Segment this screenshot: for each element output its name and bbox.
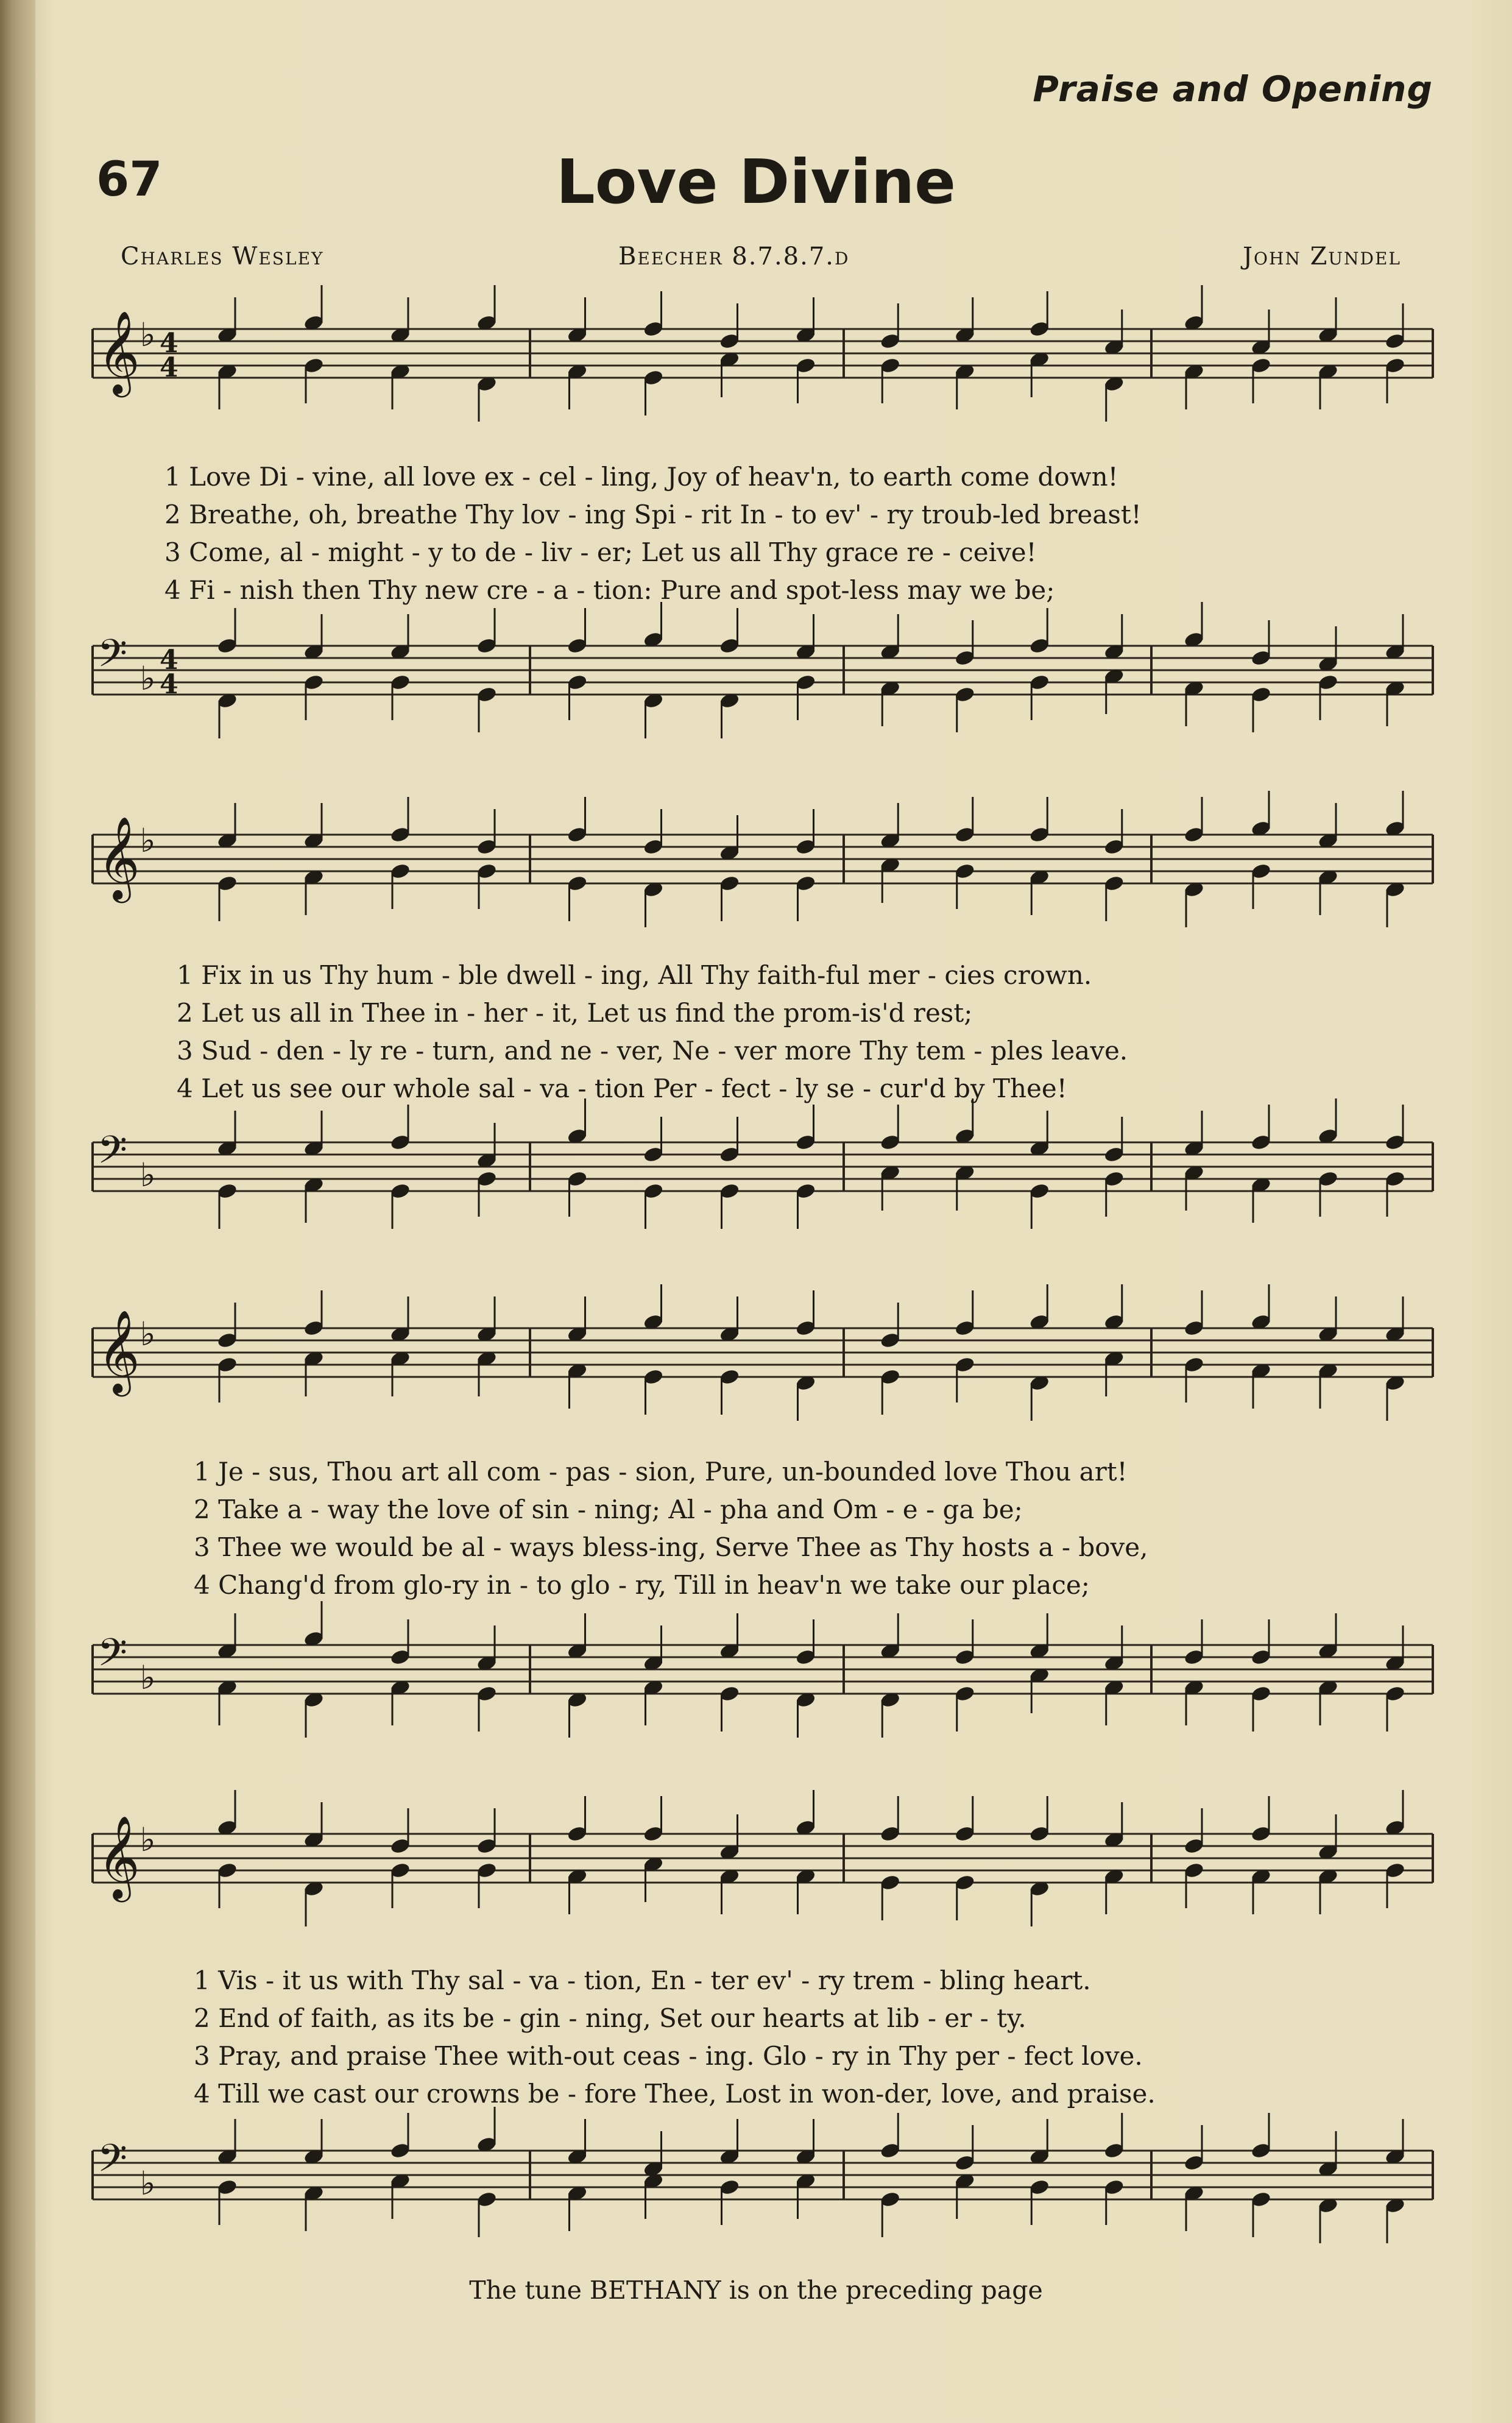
flat-icon: ♭ (140, 316, 156, 354)
bass-staff (93, 1601, 1433, 1738)
lyric-line: 4 Till we cast our crowns be - fore Thee, Lost in won-der, love, and praise. (194, 2079, 1156, 2109)
flat-icon: ♭ (140, 821, 156, 860)
bass-clef-icon: 𝄢 (97, 1630, 127, 1684)
lyrics-system-3 (194, 1453, 1148, 1604)
treble-staff (93, 1790, 1433, 1926)
lyrics-system-2 (177, 957, 1128, 1108)
lyric-line: 1 Je - sus, Thou art all com - pas - sion, Pure, un-bounded love Thou art! (194, 1457, 1128, 1487)
composer-credit: John Zundel (1243, 242, 1401, 271)
lyric-line: 3 Sud - den - ly re - turn, and ne - ver, Ne - ver more Thy tem - ples leave. (177, 1036, 1128, 1066)
lyric-line: 3 Pray, and praise Thee with-out ceas - ing. Glo - ry in Thy per - fect love. (194, 2041, 1143, 2071)
lyric-line: 1 Vis - it us with Thy sal - va - tion, En - ter ev' - ry trem - bling heart. (194, 1965, 1091, 1995)
lyric-line: 2 Breathe, oh, breathe Thy lov - ing Spi - rit In - to ev' - ry troub-led breast! (164, 500, 1142, 529)
flat-icon: ♭ (140, 1156, 156, 1194)
lyric-line: 2 Let us all in Thee in - her - it, Let us find the prom-is'd rest; (177, 998, 973, 1028)
bass-clef-icon: 𝄢 (97, 1127, 127, 1181)
lyric-line: 4 Let us see our whole sal - va - tion Per - fect - ly se - cur'd by Thee! (177, 1074, 1067, 1103)
treble-clef-icon: 𝄞 (97, 815, 140, 899)
lyric-line: 1 Fix in us Thy hum - ble dwell - ing, All Thy faith-ful mer - cies crown. (177, 960, 1092, 990)
bass-staff (93, 1098, 1433, 1229)
hymn-number: 67 (96, 152, 163, 207)
time-signature: 4 (160, 669, 178, 700)
treble-clef-icon: 𝄞 (97, 1309, 140, 1393)
lyrics-system-4 (194, 1962, 1156, 2113)
treble-staff (93, 285, 1433, 422)
bass-clef-icon: 𝄢 (97, 631, 127, 685)
flat-icon: ♭ (140, 2164, 156, 2202)
lyrics-system-1 (164, 458, 1142, 609)
tune-credit: Beecher 8.7.8.7.d (618, 242, 850, 271)
lyric-line: 1 Love Di - vine, all love ex - cel - ling, Joy of heav'n, to earth come down! (164, 462, 1118, 492)
bass-staff (93, 2107, 1433, 2243)
bass-staff (93, 602, 1433, 738)
time-signature: 4 (160, 645, 178, 676)
treble-staff (93, 791, 1433, 927)
lyric-line: 2 Take a - way the love of sin - ning; Al - pha and Om - e - ga be; (194, 1494, 1023, 1524)
bass-clef-icon: 𝄢 (97, 2135, 127, 2190)
author-credit: Charles Wesley (121, 242, 324, 271)
flat-icon: ♭ (140, 1820, 156, 1859)
section-heading: Praise and Opening (1033, 68, 1433, 110)
time-signature: 4 (160, 328, 178, 359)
time-signature: 4 (160, 352, 178, 383)
treble-clef-icon: 𝄞 (97, 1814, 140, 1898)
footnote: The tune BETHANY is on the preceding page (469, 2276, 1043, 2305)
treble-staff (93, 1284, 1433, 1421)
lyric-line: 3 Thee we would be al - ways bless-ing, Serve Thee as Thy hosts a - bove, (194, 1532, 1148, 1562)
lyric-line: 4 Fi - nish then Thy new cre - a - tion: Pure and spot-less may we be; (164, 575, 1055, 605)
flat-icon: ♭ (140, 659, 156, 698)
lyric-line: 2 End of faith, as its be - gin - ning, Set our hearts at lib - er - ty. (194, 2003, 1026, 2033)
lyric-line: 3 Come, al - might - y to de - liv - er; Let us all Thy grace re - ceive! (164, 537, 1037, 567)
treble-clef-icon: 𝄞 (97, 310, 140, 394)
flat-icon: ♭ (140, 1315, 156, 1353)
hymn-title: Love Divine (556, 146, 956, 218)
flat-icon: ♭ (140, 1658, 156, 1697)
lyric-line: 4 Chang'd from glo-ry in - to glo - ry, Till in heav'n we take our place; (194, 1570, 1090, 1600)
